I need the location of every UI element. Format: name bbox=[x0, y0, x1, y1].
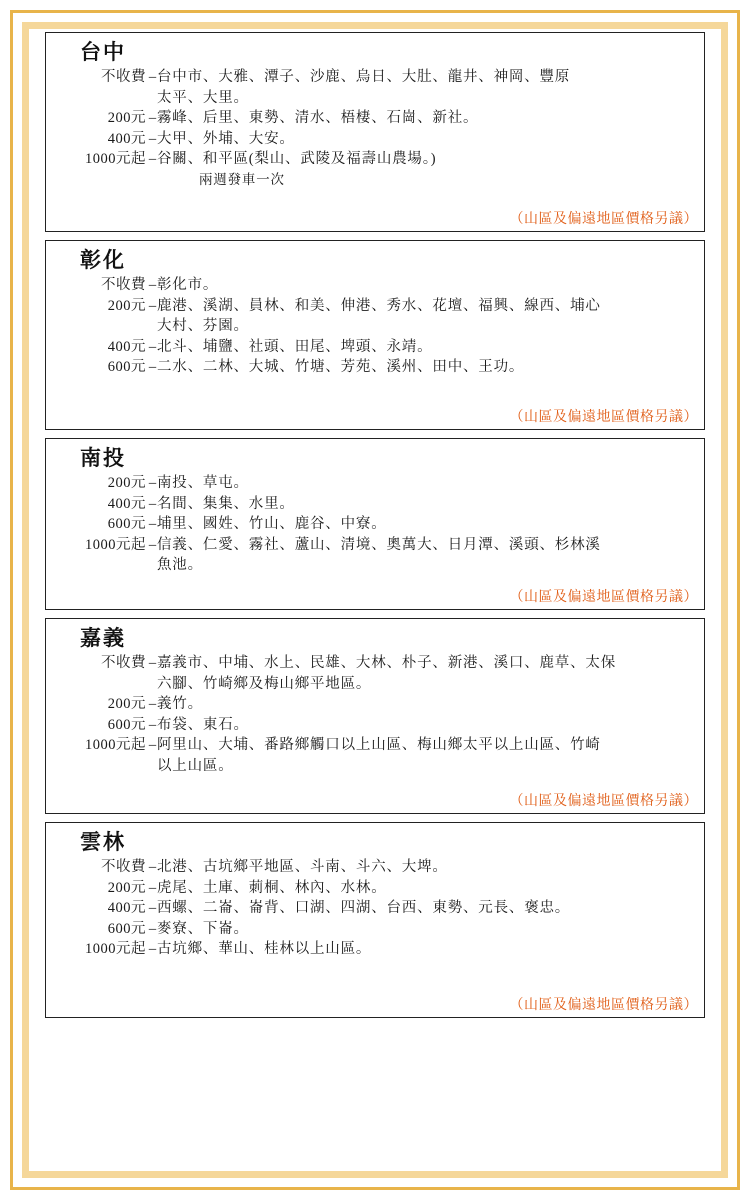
row-dash: – bbox=[148, 879, 157, 896]
row-dash bbox=[148, 757, 157, 777]
row-dash bbox=[148, 317, 157, 337]
region-subnote: 兩週發車一次 bbox=[199, 171, 285, 187]
price-row bbox=[54, 879, 696, 899]
row-dash: – bbox=[148, 495, 157, 512]
price-row bbox=[54, 858, 696, 878]
price-label: 1000元起 bbox=[85, 151, 146, 168]
places-text: 虎尾、土庫、莿桐、林內、水林。 bbox=[157, 879, 387, 896]
places-text: 北港、古坑鄉平地區、斗南、斗六、大埤。 bbox=[157, 859, 448, 876]
places-text: 台中市、大雅、潭子、沙鹿、烏日、大肚、龍井、神岡、豐原 bbox=[157, 69, 571, 86]
places-text: 以上山區。 bbox=[157, 757, 234, 774]
places-text: 大村、芬園。 bbox=[157, 318, 249, 335]
price-row bbox=[54, 716, 696, 736]
places-text: 二水、二林、大城、竹塘、芳苑、溪州、田中、王功。 bbox=[157, 359, 525, 376]
price-label: 600元 bbox=[107, 516, 146, 533]
mountain-area-footnote: （山區及偏遠地區價格另議） bbox=[509, 212, 698, 227]
price-label: 400元 bbox=[107, 130, 146, 147]
places-text: 谷關、和平區(梨山、武陵及福壽山農場。) bbox=[157, 151, 437, 168]
region-rows bbox=[54, 858, 696, 960]
price-label: 400元 bbox=[107, 338, 146, 355]
row-dash: – bbox=[148, 151, 157, 168]
price-label: 200元 bbox=[107, 475, 146, 492]
row-dash: – bbox=[148, 359, 157, 376]
row-dash: – bbox=[148, 696, 157, 713]
mountain-area-footnote: （山區及偏遠地區價格另議） bbox=[509, 410, 698, 425]
price-row bbox=[54, 317, 696, 337]
row-dash: – bbox=[148, 277, 157, 294]
places-text: 義竹。 bbox=[157, 696, 203, 713]
price-label: 不收費 bbox=[101, 655, 146, 672]
price-row bbox=[54, 654, 696, 674]
places-text: 北斗、埔鹽、社頭、田尾、埤頭、永靖。 bbox=[157, 338, 433, 355]
price-row bbox=[54, 474, 696, 494]
region-card-changhua bbox=[45, 240, 705, 430]
price-row bbox=[54, 495, 696, 515]
row-dash: – bbox=[148, 941, 157, 958]
row-dash bbox=[148, 556, 157, 576]
price-label: 600元 bbox=[107, 359, 146, 376]
row-dash: – bbox=[148, 716, 157, 733]
region-rows bbox=[54, 474, 696, 576]
region-title: 彰化 bbox=[80, 248, 126, 272]
price-row bbox=[54, 556, 696, 576]
row-dash: – bbox=[148, 920, 157, 937]
row-dash bbox=[148, 89, 157, 109]
region-card-chiayi bbox=[45, 618, 705, 814]
price-row bbox=[54, 338, 696, 358]
places-text: 名間、集集、水里。 bbox=[157, 495, 295, 512]
price-row bbox=[54, 276, 696, 296]
row-dash: – bbox=[148, 536, 157, 553]
region-card-taichung bbox=[45, 32, 705, 232]
price-label: 400元 bbox=[107, 495, 146, 512]
places-text: 魚池。 bbox=[157, 557, 203, 574]
region-rows bbox=[54, 654, 696, 776]
region-card-yunlin bbox=[45, 822, 705, 1018]
places-text: 信義、仁愛、霧社、蘆山、清境、奧萬大、日月潭、溪頭、杉林溪 bbox=[157, 536, 601, 553]
places-text: 阿里山、大埔、番路鄉觸口以上山區、梅山鄉太平以上山區、竹崎 bbox=[157, 737, 601, 754]
row-dash: – bbox=[148, 475, 157, 492]
price-row bbox=[54, 757, 696, 777]
region-title: 南投 bbox=[80, 446, 126, 470]
region-price-list bbox=[45, 32, 705, 1168]
price-row bbox=[54, 358, 696, 378]
places-text: 鹿港、溪湖、員林、和美、伸港、秀水、花壇、福興、線西、埔心 bbox=[157, 297, 601, 314]
price-row bbox=[54, 920, 696, 940]
price-row bbox=[54, 297, 696, 317]
row-dash: – bbox=[148, 130, 157, 147]
places-text: 嘉義市、中埔、水上、民雄、大林、朴子、新港、溪口、鹿草、太保 bbox=[157, 655, 616, 672]
price-label: 200元 bbox=[107, 696, 146, 713]
row-dash: – bbox=[148, 338, 157, 355]
row-dash bbox=[148, 675, 157, 695]
row-dash: – bbox=[148, 297, 157, 314]
price-label: 400元 bbox=[107, 900, 146, 917]
mountain-area-footnote: （山區及偏遠地區價格另議） bbox=[509, 590, 698, 605]
region-title: 嘉義 bbox=[80, 626, 126, 650]
price-label: 200元 bbox=[107, 297, 146, 314]
places-text: 六腳、竹崎鄉及梅山鄉平地區。 bbox=[157, 675, 372, 692]
region-title: 雲林 bbox=[80, 830, 126, 854]
price-row bbox=[54, 109, 696, 129]
price-row bbox=[54, 150, 696, 170]
region-card-nantou bbox=[45, 438, 705, 610]
price-label: 200元 bbox=[107, 110, 146, 127]
row-dash: – bbox=[148, 516, 157, 533]
region-rows bbox=[54, 276, 696, 378]
places-text: 西螺、二崙、崙背、口湖、四湖、台西、東勢、元長、褒忠。 bbox=[157, 900, 571, 917]
places-text: 霧峰、后里、東勢、清水、梧棲、石崗、新社。 bbox=[157, 110, 479, 127]
mountain-area-footnote: （山區及偏遠地區價格另議） bbox=[509, 998, 698, 1013]
places-text: 麥寮、下崙。 bbox=[157, 920, 249, 937]
region-rows bbox=[54, 68, 696, 188]
places-text: 大甲、外埔、大安。 bbox=[157, 130, 295, 147]
places-text: 布袋、東石。 bbox=[157, 716, 249, 733]
price-label: 不收費 bbox=[101, 277, 146, 294]
row-dash: – bbox=[148, 655, 157, 672]
row-dash: – bbox=[148, 110, 157, 127]
price-row bbox=[54, 68, 696, 88]
price-label: 600元 bbox=[107, 920, 146, 937]
price-row bbox=[54, 940, 696, 960]
price-row bbox=[54, 899, 696, 919]
price-row bbox=[54, 736, 696, 756]
price-row bbox=[54, 89, 696, 109]
price-label: 不收費 bbox=[101, 69, 146, 86]
places-text: 古坑鄉、華山、桂林以上山區。 bbox=[157, 941, 372, 958]
row-dash: – bbox=[148, 69, 157, 86]
price-label: 200元 bbox=[107, 879, 146, 896]
price-row bbox=[54, 536, 696, 556]
places-text: 彰化市。 bbox=[157, 277, 219, 294]
price-row bbox=[54, 675, 696, 695]
region-title: 台中 bbox=[80, 40, 126, 64]
places-text: 南投、草屯。 bbox=[157, 475, 249, 492]
price-label: 1000元起 bbox=[85, 941, 146, 958]
price-label: 600元 bbox=[107, 716, 146, 733]
places-text: 埔里、國姓、竹山、鹿谷、中寮。 bbox=[157, 516, 387, 533]
price-label: 1000元起 bbox=[85, 737, 146, 754]
price-row bbox=[54, 695, 696, 715]
price-label: 不收費 bbox=[101, 859, 146, 876]
price-label: 1000元起 bbox=[85, 536, 146, 553]
row-dash: – bbox=[148, 737, 157, 754]
row-dash: – bbox=[148, 900, 157, 917]
places-text: 太平、大里。 bbox=[157, 89, 249, 106]
price-row bbox=[54, 515, 696, 535]
mountain-area-footnote: （山區及偏遠地區價格另議） bbox=[509, 794, 698, 809]
price-row bbox=[54, 130, 696, 150]
row-dash: – bbox=[148, 859, 157, 876]
